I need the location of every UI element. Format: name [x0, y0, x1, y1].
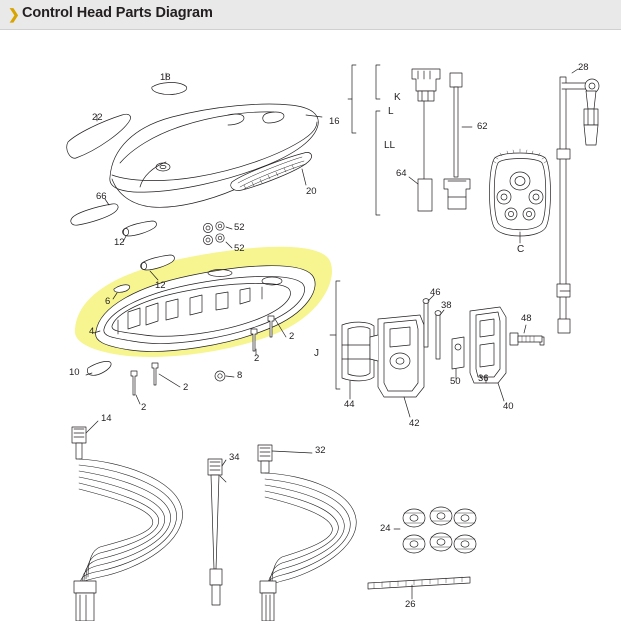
callout-label-24: 24 — [380, 523, 391, 534]
page-title: Control Head Parts Diagram — [22, 5, 213, 21]
callout-label-42: 42 — [409, 418, 420, 429]
callout-label-36: 36 — [478, 373, 489, 384]
callout-label-26: 26 — [405, 599, 416, 610]
page-header — [0, 0, 621, 30]
callout-label-22: 22 — [92, 112, 103, 123]
callout-label-52b: 52 — [234, 243, 245, 254]
diagram-canvas — [0, 29, 621, 621]
callout-label-18: 18 — [160, 72, 171, 83]
callout-label-20: 20 — [306, 186, 317, 197]
callout-label-16: 16 — [329, 116, 340, 127]
callout-label-46: 46 — [430, 287, 441, 298]
callout-label-66: 66 — [96, 191, 107, 202]
callout-label-2d: 2 — [141, 402, 147, 413]
callout-label-10: 10 — [69, 367, 80, 378]
callout-label-32: 32 — [315, 445, 326, 456]
callout-label-62: 62 — [477, 121, 488, 132]
callout-label-14: 14 — [101, 413, 112, 424]
callout-label-8: 8 — [237, 370, 243, 381]
callout-label-34: 34 — [229, 452, 240, 463]
callout-label-6: 6 — [105, 296, 111, 307]
callout-label-12a: 12 — [114, 237, 125, 248]
group-label-LL: LL — [384, 140, 396, 151]
callout-label-44: 44 — [344, 399, 355, 410]
group-label-J: J — [314, 348, 319, 359]
callout-label-64: 64 — [396, 168, 407, 179]
callout-label-38: 38 — [441, 300, 452, 311]
callout-label-2b: 2 — [254, 353, 260, 364]
group-label-K: K — [394, 92, 401, 103]
callout-label-2c: 2 — [183, 382, 189, 393]
callout-label-52a: 52 — [234, 222, 245, 233]
chevron-right-icon: ❯ — [8, 6, 20, 22]
group-label-L: L — [388, 106, 394, 117]
callout-label-40: 40 — [503, 401, 514, 412]
callout-label-48: 48 — [521, 313, 532, 324]
callout-label-4: 4 — [89, 326, 95, 337]
callout-label-2a: 2 — [289, 331, 295, 342]
callout-label-12b: 12 — [155, 280, 166, 291]
callout-label-28: 28 — [578, 62, 589, 73]
group-label-C: C — [517, 244, 525, 255]
callout-label-50: 50 — [450, 376, 461, 387]
